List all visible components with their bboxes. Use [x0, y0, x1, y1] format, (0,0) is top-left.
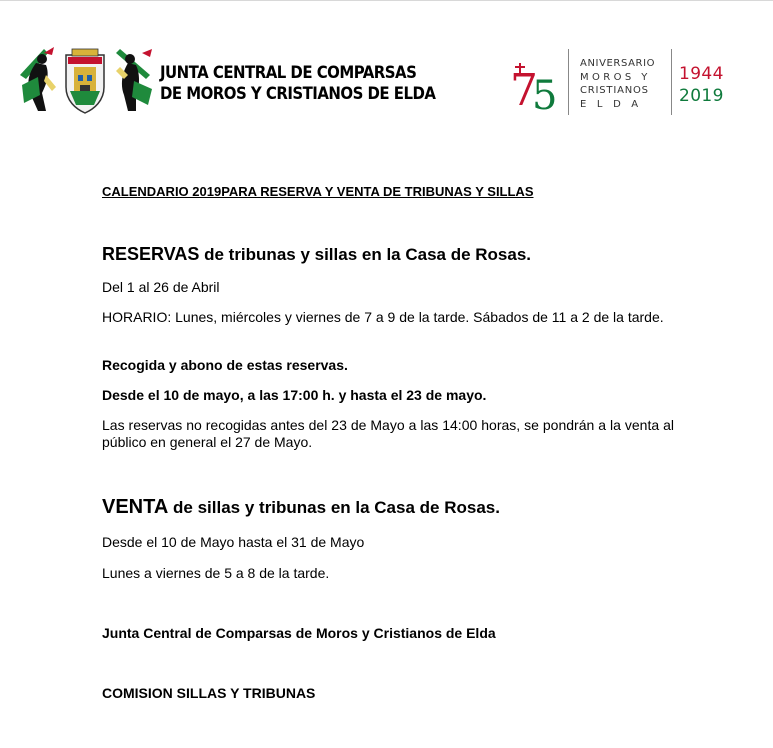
signature: Junta Central de Comparsas de Moros y Cristianos de Elda	[102, 625, 496, 641]
header-divider-1	[568, 49, 569, 115]
venta-horario: Lunes a viernes de 5 a 8 de la tarde.	[102, 565, 330, 581]
anniversary-75-logo	[508, 57, 564, 113]
reservas-recogida: Recogida y abono de estas reservas.	[102, 357, 348, 373]
org-name	[160, 63, 435, 105]
org-name-line1: JUNTA CENTRAL DE COMPARSAS	[160, 63, 417, 83]
document-title: CALENDARIO 2019PARA RESERVA Y VENTA DE TRIBUNAS Y SILLAS	[102, 184, 534, 199]
reservas-aviso: Las reservas no recogidas antes del 23 de Mayo a las 14:00 horas, se pondrán a la venta al público en general el 27 de Mayo.	[102, 417, 674, 450]
junta-central-logo	[16, 45, 156, 115]
aniversario-line4: ELDA	[580, 98, 649, 110]
aniversario-line2: MOROS Y	[580, 71, 651, 83]
elda-coat-of-arms-icon	[66, 49, 104, 113]
logo-75-seven: 7	[510, 65, 538, 113]
reservas-heading	[102, 243, 674, 266]
aniversario-text	[580, 57, 655, 111]
year-start: 1944	[679, 64, 724, 84]
logo-75-five: 5	[532, 73, 558, 113]
venta-heading-rest: de sillas y tribunas en la Casa de Rosas.	[168, 498, 500, 517]
header-divider-2	[671, 49, 672, 115]
reservas-horario: HORARIO: Lunes, miércoles y viernes de 7 a 9 de la tarde. Sábados de 11 a 2 de la tarde.	[102, 309, 664, 325]
venta-dates: Desde el 10 de Mayo hasta el 31 de Mayo	[102, 534, 365, 550]
aniversario-line3: CRISTIANOS	[580, 85, 649, 96]
reservas-heading-lead: RESERVAS	[102, 244, 200, 264]
cristiano-figure-icon	[116, 49, 152, 111]
venta-heading	[102, 495, 674, 520]
reservas-heading-rest: de tribunas y sillas en la Casa de Rosas.	[199, 245, 532, 264]
reservas-desde: Desde el 10 de mayo, a las 17:00 h. y hasta el 23 de mayo.	[102, 387, 487, 403]
org-name-line2: DE MOROS Y CRISTIANOS DE ELDA	[160, 84, 436, 104]
venta-heading-lead: VENTA	[102, 496, 169, 518]
reservas-dates: Del 1 al 26 de Abril	[102, 279, 220, 295]
comision: COMISION SILLAS Y TRIBUNAS	[102, 685, 316, 701]
year-end: 2019	[679, 86, 724, 106]
aniversario-line1: ANIVERSARIO	[580, 58, 656, 69]
moro-figure-icon	[20, 47, 56, 111]
